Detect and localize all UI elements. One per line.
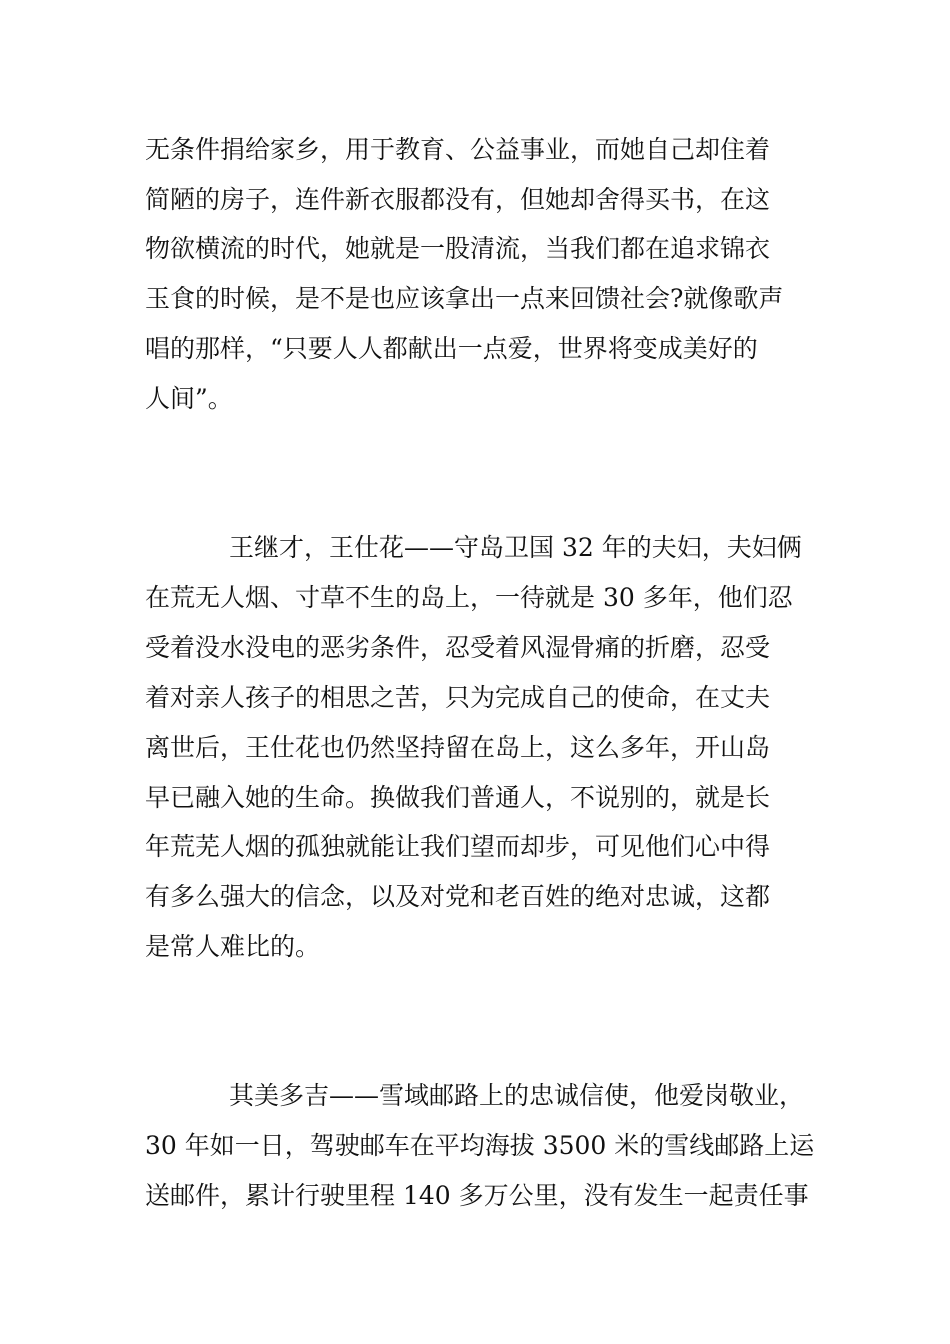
paragraph-3-line-2: 30 年如一日，驾驶邮车在平均海拔 3500 米的雪线邮路上运	[145, 1131, 815, 1160]
paragraph-2-line-9: 是常人难比的。	[145, 932, 321, 961]
paragraph-2-line-2: 在荒无人烟、寸草不生的岛上，一待就是 30 多年，他们忍	[145, 583, 793, 612]
paragraph-1-line-1: 无条件捐给家乡，用于教育、公益事业，而她自己却住着	[145, 135, 771, 164]
paragraph-2-line-4: 着对亲人孩子的相思之苦，只为完成自己的使命，在丈夫	[145, 683, 771, 712]
paragraph-1-line-6: 人间”。	[145, 384, 233, 413]
paragraph-2-line-8: 有多么强大的信念，以及对党和老百姓的绝对忠诚，这都	[145, 882, 771, 911]
paragraph-3-line-1: 其美多吉——雪域邮路上的忠诚信使，他爱岗敬业，	[229, 1081, 805, 1110]
paragraph-1-line-3: 物欲横流的时代，她就是一股清流，当我们都在追求锦衣	[145, 234, 771, 263]
paragraph-1-line-2: 简陋的房子，连件新衣服都没有，但她却舍得买书，在这	[145, 185, 771, 214]
paragraph-2-line-6: 早已融入她的生命。换做我们普通人，不说别的，就是长	[145, 783, 771, 812]
paragraph-2-line-7: 年荒芜人烟的孤独就能让我们望而却步，可见他们心中得	[145, 832, 771, 861]
paragraph-2-line-5: 离世后，王仕花也仍然坚持留在岛上，这么多年，开山岛	[145, 733, 771, 762]
paragraph-2-line-1: 王继才，王仕花——守岛卫国 32 年的夫妇，夫妇俩	[229, 533, 802, 562]
paragraph-2-line-3: 受着没水没电的恶劣条件，忍受着风湿骨痛的折磨，忍受	[145, 633, 771, 662]
paragraph-3-line-3: 送邮件，累计行驶里程 140 多万公里，没有发生一起责任事	[145, 1181, 809, 1210]
paragraph-1-line-4: 玉食的时候，是不是也应该拿出一点来回馈社会?就像歌声	[145, 284, 784, 313]
paragraph-1-line-5: 唱的那样，“只要人人都献出一点爱，世界将变成美好的	[145, 334, 758, 363]
